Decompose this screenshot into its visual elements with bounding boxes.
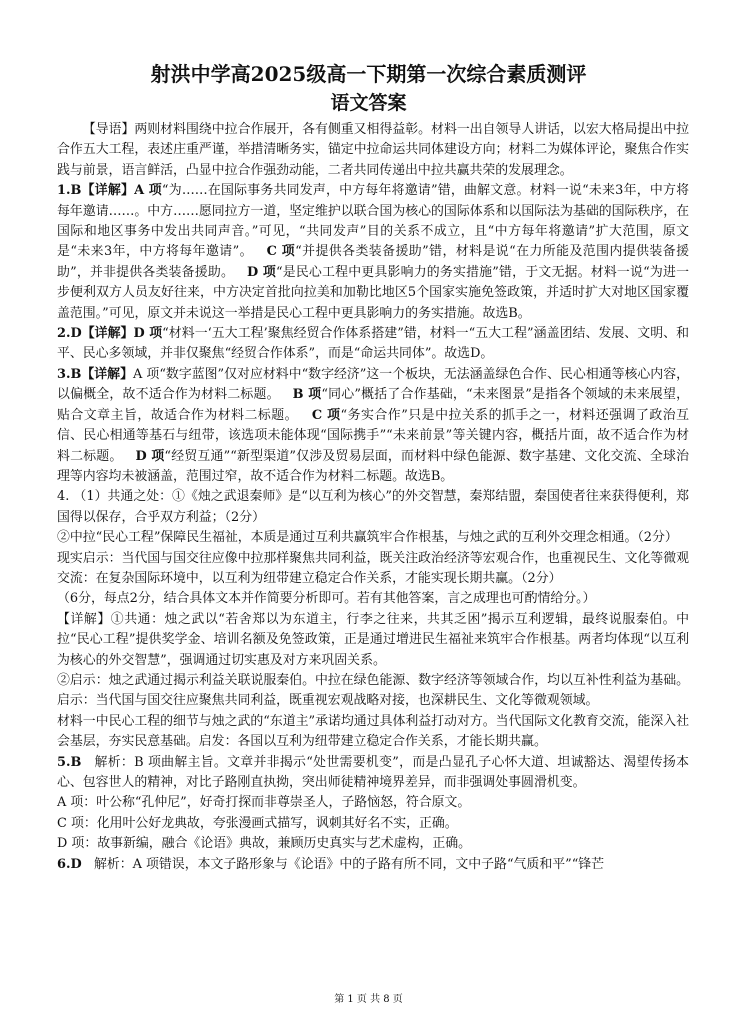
q2-head: 2.D【详解】D 项 [57,326,163,342]
q3-head: 3.B【详解】 [57,366,133,382]
q5-option-d: D 项：故事新编，融合《论语》典故，兼顾历史真实与艺术虚构，正确。 [57,836,472,852]
q5-answer [57,753,689,794]
q6-head: 6.D [57,856,82,872]
q1-text-2: “并提供各类装备援助”错，材料是说“在力所能及范围内提供装备援助”，并非提供各类装备援助。 [57,244,689,280]
q5-head: 5.B [57,754,82,770]
answer-body [57,120,689,875]
q2-text: “材料一‘五大工程’聚焦经贸合作体系搭建”错，材料一“五大工程”涵盖团结、发展、文明、和平、民心多领域，并非仅聚焦“经贸合作体系”，而是“命运共同体”。故选D。 [57,326,689,362]
intro-label: 【导语】 [82,122,135,137]
q3-answer [57,365,689,487]
q3-d-label: D 项 [135,448,165,464]
q3-text-1: A 项“数字蓝图”仅对应材料中“数字经济”这一个板块，无法涵盖绿色合作、民心相通等核心内容，以偏概全，故不适合作为材料二标题。 [57,366,690,403]
page-number: 第 1 页 共 8 页 [334,994,403,1005]
q4-part-1: 4. （1）共通之处：①《烛之武退秦师》是“以互利为核心”的外交智慧，秦郑结盟，秦国使者往来获得便利，郑国得以保存，合乎双方利益；（2分） [57,489,689,525]
q3-text-3: “务实合作”只是中拉关系的抓手之一，材料还强调了政治互信、民心相通等基石与纽带，该选项未能体现“国际携手”“未来前景”等关键内容，概括片面，故不适合作为材料二标题。 [57,407,690,464]
q4-detail-3: 材料一中民心工程的细节与烛之武的“东道主”承诺均通过具体利益打动对方。当代国际文化教育交流，能深入社会基层，夯实民意基础。启发：各国以互利为纽带建立稳定合作关系，才能长期共赢。 [57,713,689,750]
q1-answer [57,181,689,324]
q4-scoring-note: （6分，每点2分，结合具体文本并作简要分析即可。若有其他答案，言之成理也可酌情给分。） [57,591,596,607]
q4-part-3: 现实启示：当代国与国交往应像中拉那样聚焦共同利益，既关注政治经济等宏观合作，也重视民生、文化等微观交流：在复杂国际环境中，以互利为纽带建立稳定合作关系，才能实现长期共赢。（2分） [57,550,689,586]
q3-b-label: B 项 [292,387,322,403]
q1-text-3: “是民心工程中更具影响力的务实措施”错，于文无据。材料一说“为进一步便利双方人员友好往来，中方决定首批向拉美和加勒比地区5个国家实施免签政策，并适时扩大对地区国家覆盖范围。”可见，原文并未说这一举措是民心工程中更具影响力的务实措施。故选B。 [57,264,689,321]
q3-text-2: “同心”概括了合作基础，“未来图景”是指各个领域的未来展望，贴合文章主旨，故适合作为材料二标题。 [57,387,690,423]
q6-answer [57,855,689,875]
document-title: 射洪中学高2025级高一下期第一次综合素质测评 [150,62,587,86]
q1-head: 1.B【详解】A 项 [57,183,162,199]
q1-c-label: C 项 [266,244,296,260]
intro-paragraph [57,120,689,181]
document-subtitle: 语文答案 [330,92,407,114]
q3-text-4: “经贸互通”“新型渠道”仅涉及贸易层面，而材料中绿色能源、数字基建、文化交流、全球治理等内容均未被涵盖，范围过窄，故不适合作为材料二标题。故选B。 [57,448,690,484]
q4-part-2: ②中拉“民心工程”保障民生福祉，本质是通过互利共赢筑牢合作根基，与烛之武的互利外交理念相通。（2分） [57,530,678,546]
q4-detail-2: ②启示：烛之武通过揭示利益关联说服秦伯。中拉在绿色能源、数字经济等领域合作，均以互补性利益为基础。启示：当代国与国交往应聚焦共同利益，既重视宏观战略对接，也深耕民生、文化等微观领域。 [57,672,689,709]
q1-text-1: “为……在国际事务共同发声，中方每年将邀请”错，曲解文意。材料一说“未来3年，中方将每年邀请……。中方……愿同拉方一道，坚定维护以联合国为核心的国际体系和以国际法为基础的国际秩序，在国际和地区事务中发出共同声音。”可见，“共同发声”目的关系不成立，且“中方每年将邀请”扩大范围，原文是“未来3年，中方将每年邀请”。 [57,183,689,260]
q3-c-label: C 项 [311,407,341,423]
q5-text: 解析：B 项曲解主旨。文章并非揭示“处世需要机变”，而是凸显孔子心怀大道、坦诚豁达、渴望传扬本心、包容世人的精神，对比子路刚直执拗，突出师徒精神境界差异，而非强调处事圆滑机变。 [57,754,689,790]
q4-detail-1: 【详解】①共通：烛之武以“若舍郑以为东道主，行李之往来，共其乏困”揭示互利逻辑，最终说服秦伯。中拉“民心工程”提供奖学金、培训名额及免签政策，正是通过增进民生福祉来筑牢合作根基。两者均体现“以互利为核心的外交智慧”，强调通过切实惠及对方来巩固关系。 [57,611,689,668]
intro-text: 两则材料围绕中拉合作展开，各有侧重又相得益彰。材料一出自领导人讲话，以宏大格局提出中拉合作五大工程，表述庄重严谨，举措清晰务实，锚定中拉命运共同体建设方向；材料二为媒体评论，聚焦合作实践与前景，语言鲜活，凸显中拉合作强劲动能，二者共同传递出中拉共赢共荣的发展理念。 [57,122,689,178]
q5-option-c: C 项：化用叶公好龙典故，夸张漫画式描写，讽刺其好名不实，正确。 [57,815,458,831]
q1-d-label: D 项 [246,264,276,280]
q2-answer [57,324,689,365]
q5-option-a: A 项：叶公称“孔仲尼”，好奇打探而非尊崇圣人，子路恼怒，符合原文。 [57,795,471,811]
q6-text: 解析：A 项错误，本文子路形象与《论语》中的子路有所不同，文中子路“气质和平”“锋芒 [93,856,605,872]
